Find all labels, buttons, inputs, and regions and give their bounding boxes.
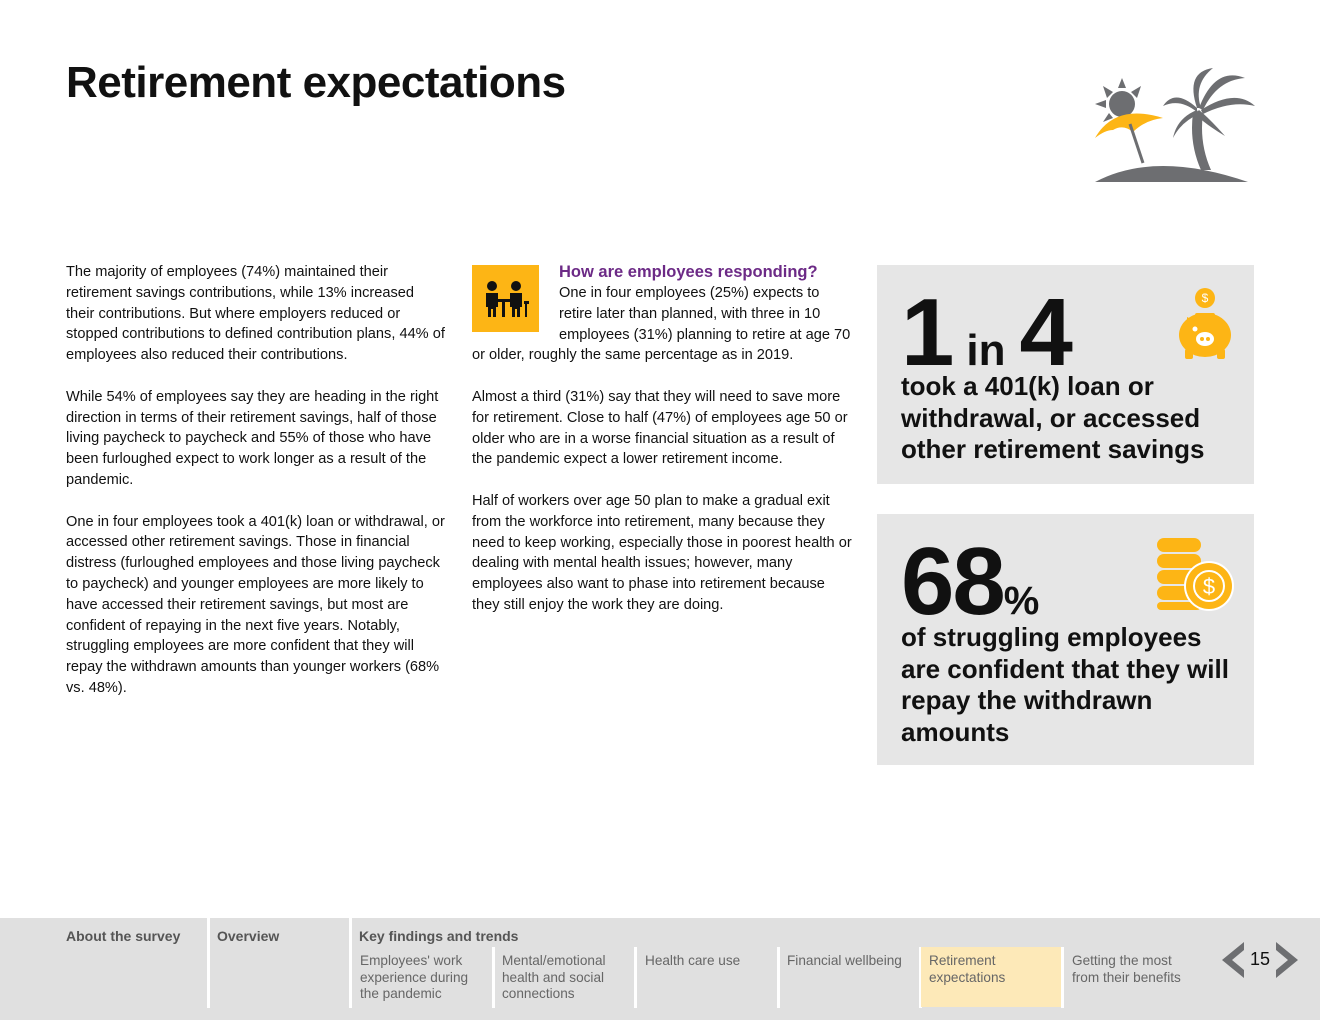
nav-item-retirement-expectations[interactable]: Retirement expectations: [921, 947, 1061, 1007]
island-palm-icon: [1085, 58, 1260, 188]
svg-text:$: $: [1202, 574, 1216, 599]
body-column-left: [66, 262, 446, 720]
footer-navigation: [0, 918, 1320, 1020]
nav-item-work-experience[interactable]: Employees' work experience during the pandemic: [360, 953, 469, 1002]
paragraph: While 54% of employees say they are heading in the right direction in terms of their retirement savings, half of those living paycheck to paycheck and 55% of those who have been furloughed expect to work longer as a result of the pandemic.: [66, 388, 439, 488]
nav-about-survey[interactable]: About the survey: [66, 928, 181, 944]
svg-text:$: $: [1201, 291, 1209, 305]
stat-connector: in: [966, 326, 1006, 375]
nav-overview[interactable]: Overview: [217, 928, 280, 944]
stat-caption: took a 401(k) loan or withdrawal, or accessed other retirement savings: [901, 371, 1205, 464]
nav-section-overview[interactable]: [210, 918, 349, 1008]
nav-section-about[interactable]: [0, 918, 207, 1008]
paragraph: One in four employees took a 401(k) loan or withdrawal, or accessed other retirement savings. Those in financial distress (furloughed employees and those living paycheck to paycheck) and younger employees are more likely to have accessed their retirement savings, but most are confident of repaying in the next five years. Notably, struggling employees are more confident that they will repay the withdrawn amounts than younger workers (68% vs. 48%).: [66, 513, 445, 696]
people-meeting-icon: [472, 265, 539, 332]
section-heading: How are employees responding?: [559, 263, 818, 281]
nav-item-getting-most-benefits[interactable]: Getting the most from their benefits: [1072, 953, 1181, 985]
stat-figure: [901, 279, 1071, 386]
page-number: 15: [1249, 949, 1271, 969]
stat-box-one-in-four: [877, 265, 1254, 484]
nav-item-mental-health[interactable]: Mental/emotional health and social connections: [502, 953, 606, 1002]
page-title: Retirement expectations: [66, 58, 566, 107]
stat-number: 4: [1019, 279, 1071, 386]
paragraph: Half of workers over age 50 plan to make a gradual exit from the workforce into retirement, many because they need to keep working, especially those in poorest health or dealing with mental health issues; however, many employees also want to phase into retirement because they still enjoy the work they are doing.: [472, 492, 852, 613]
piggy-bank-icon: [1175, 287, 1235, 361]
nav-key-findings[interactable]: Key findings and trends: [359, 928, 519, 944]
stat-unit: %: [1003, 579, 1040, 623]
coins-icon: [1155, 536, 1235, 612]
stat-figure: [901, 528, 1040, 635]
stat-number: 68: [901, 528, 1004, 635]
chevron-right-icon[interactable]: [1272, 940, 1302, 980]
stat-number: 1: [901, 279, 953, 386]
nav-item-health-care-use[interactable]: Health care use: [645, 953, 741, 968]
nav-item-financial-wellbeing[interactable]: Financial wellbeing: [787, 953, 902, 968]
paragraph: Almost a third (31%) say that they will need to save more for retirement. Close to half (47%) of employees age 50 or older who are in a worse financial situation as a result of the pandemic expect a lower retirement income.: [472, 388, 848, 468]
stat-box-68-percent: [877, 514, 1254, 765]
stat-caption: of struggling employees are confident that they will repay the withdrawn amounts: [901, 622, 1229, 747]
paragraph: One in four employees (25%) expects to retire later than planned, with three in 10 employees (31%) planning to retire at age 70 or older, roughly the same percentage as in 2019.: [472, 285, 851, 364]
body-column-middle: [472, 262, 852, 637]
paragraph: The majority of employees (74%) maintained their retirement savings contributions, while 13% increased their contributions. But where employers reduced or stopped contributions to defined contribution plans, 44% of employees also reduced their contributions.: [66, 264, 445, 364]
